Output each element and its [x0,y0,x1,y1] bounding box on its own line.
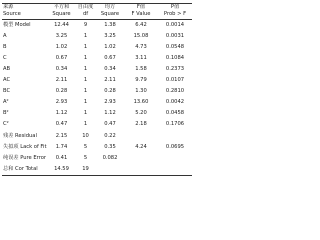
cell-mean-square: 0.28 [104,88,116,95]
cell-mean-square: 1.02 [104,43,116,50]
cell-sum-of-squares: 1.74 [55,143,68,150]
cell-source: 失拟项 Lack of Fit [3,143,47,150]
cell-p-value: 0.0695 [165,143,185,150]
cell-mean-square: 0.67 [104,54,116,61]
cell-p-value: 0.0031 [165,32,185,39]
cell-source: 残差 Residual [3,132,37,139]
cell-df: 19 [75,164,96,176]
cell-df: 10 [82,132,89,139]
cell-source: BC [3,88,11,95]
cell-p-value [158,131,192,142]
cell-f-value: 4.73 [135,43,147,50]
cell-p-value: 0.0548 [165,43,185,50]
table-header [2,4,192,20]
cell-mean-square: 0.22 [104,132,116,139]
cell-source: 纯误差 Pure Error [3,154,47,161]
header-p-value-cn: P值 [158,4,192,12]
cell-f-value: 4.24 [135,143,147,150]
cell-sum-of-squares: 2.11 [55,77,68,84]
cell-sum-of-squares: 1.12 [55,110,68,117]
header-p-value-en: Prob > F [158,11,192,20]
cell-p-value: 0.2373 [165,65,185,72]
cell-df: 5 [83,154,88,161]
cell-df: 1 [83,99,88,106]
table-row [2,109,192,120]
cell-p-value: 0.0014 [165,21,185,28]
cell-mean-square: 1.38 [104,21,116,28]
cell-mean-square: 2.11 [104,77,116,84]
cell-p-value [158,164,192,176]
cell-f-value: 2.18 [135,121,147,128]
cell-sum-of-squares: 2.15 [55,132,68,139]
cell-f-value: 13.60 [133,99,149,106]
cell-f-value: 15.08 [133,32,149,39]
table-row [2,131,192,142]
anova-table-page [0,0,195,187]
cell-f-value: 6.42 [135,21,147,28]
cell-source: B [3,43,7,50]
header-f-value-cn: F值 [124,4,158,12]
cell-df: 1 [83,43,88,50]
cell-sum-of-squares: 0.28 [55,88,68,95]
cell-df: 1 [83,110,88,117]
anova-table [2,3,192,176]
table-row [2,31,192,42]
cell-df: 5 [83,143,88,150]
cell-p-value: 0.1706 [165,121,185,128]
header-mean-square-en: Square [96,11,124,20]
cell-source: 模型 Model [3,21,31,28]
cell-df: 1 [83,121,88,128]
cell-f-value: 1.58 [135,65,147,72]
cell-p-value: 0.0458 [165,110,185,117]
cell-f-value: 3.11 [135,54,147,61]
table-row [2,75,192,86]
cell-df: 1 [83,32,88,39]
header-sum-of-squares-cn: 平方和 [48,4,75,12]
header-df-en: df [75,11,96,20]
cell-source: AB [3,65,11,72]
table-row [2,64,192,75]
table-row [2,142,192,153]
table-row [2,153,192,164]
cell-df: 1 [83,88,88,95]
table-row [2,164,192,176]
cell-f-value: 5.20 [135,110,147,117]
table-body [2,20,192,176]
header-source-en: Source [2,11,48,20]
cell-f-value: 1.30 [135,88,147,95]
cell-mean-square: 0.47 [104,121,116,128]
cell-f-value [124,131,158,142]
cell-source: B² [3,110,9,117]
table-row [2,120,192,131]
table-row [2,53,192,64]
cell-source: C² [3,121,9,128]
cell-sum-of-squares: 3.25 [55,32,68,39]
cell-df: 1 [83,54,88,61]
header-source-cn: 来源 [2,4,48,12]
cell-sum-of-squares: 1.02 [55,43,68,50]
table-row [2,20,192,32]
cell-mean-square [96,164,124,176]
cell-source: C [3,54,7,61]
cell-f-value: 9.79 [135,77,147,84]
cell-df: 9 [83,21,88,28]
cell-mean-square: 0.34 [104,65,116,72]
cell-sum-of-squares: 0.34 [55,65,68,72]
cell-sum-of-squares: 2.93 [55,99,68,106]
cell-p-value: 0.1084 [165,54,185,61]
cell-f-value [124,153,158,164]
cell-df: 1 [83,77,88,84]
header-df-cn: 自由度 [75,4,96,12]
cell-mean-square: 0.082 [102,154,118,161]
header-mean-square-cn: 均方 [96,4,124,12]
cell-p-value: 0.0042 [165,99,185,106]
header-f-value-en: F Value [124,11,158,20]
cell-sum-of-squares: 14.59 [48,164,75,176]
cell-sum-of-squares: 0.67 [55,54,68,61]
cell-sum-of-squares: 12.44 [54,21,69,28]
cell-source: 总和 Cor Total [2,164,48,176]
cell-mean-square: 1.12 [104,110,116,117]
cell-df: 1 [83,65,88,72]
cell-source: AC [3,77,11,84]
cell-mean-square: 2.93 [104,99,116,106]
cell-p-value [158,153,192,164]
table-row [2,42,192,53]
cell-f-value [124,164,158,176]
cell-source: A [3,32,7,39]
cell-sum-of-squares: 0.41 [55,154,68,161]
header-sum-of-squares-en: Square [48,11,75,20]
cell-p-value: 0.0107 [165,77,185,84]
cell-mean-square: 3.25 [104,32,116,39]
cell-sum-of-squares: 0.47 [55,121,68,128]
cell-source: A² [3,99,9,106]
cell-mean-square: 0.35 [104,143,116,150]
table-row [2,87,192,98]
table-row [2,98,192,109]
cell-p-value: 0.2810 [165,88,185,95]
